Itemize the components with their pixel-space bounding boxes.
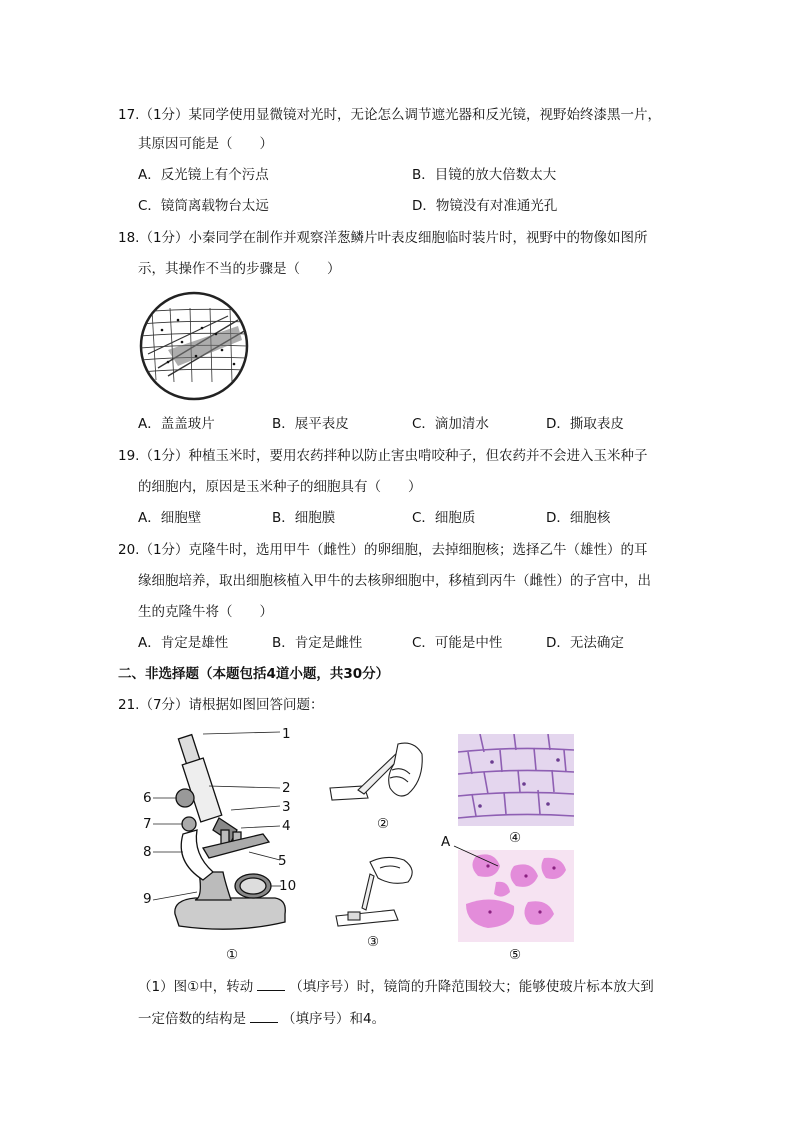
- q17-line1: 17.（1分）某同学使用显微镜对光时，无论怎么调节遮光器和反光镜，视野始终漆黑一片，: [118, 107, 662, 123]
- q20-option-d: D．无法确定: [546, 635, 624, 651]
- q18-option-c: C．滴加清水: [412, 416, 489, 432]
- microscope-label-10: 10: [279, 878, 297, 894]
- q20-option-a: A．肯定是雄性: [138, 635, 229, 651]
- q17-option-a: A．反光镜上有个污点: [138, 167, 269, 183]
- microscope-label-6: 6: [143, 790, 152, 806]
- panel-label-4: ④: [509, 830, 522, 846]
- q17-option-c: C．镜筒离载物台太远: [138, 198, 269, 214]
- q18-option-d: D．撕取表皮: [546, 416, 624, 432]
- panel-label-1: ①: [226, 947, 239, 963]
- q18-line1: 18.（1分）小秦同学在制作并观察洋葱鳞片叶表皮细胞临时装片时，视野中的物像如图所: [118, 230, 648, 246]
- microscope-label-8: 8: [143, 844, 152, 860]
- microscope-label-4: 4: [282, 818, 291, 834]
- q20-line1: 20.（1分）克隆牛时，选用甲牛（雌性）的卵细胞，去掉细胞核；选择乙牛（雄性）的耳: [118, 542, 648, 558]
- q18-microscope-view-figure: [138, 290, 250, 402]
- q21-dropper-figure: [334, 852, 434, 930]
- microscope-label-3: 3: [282, 799, 291, 815]
- q20-option-b: B．肯定是雌性: [272, 635, 363, 651]
- q21-stem: 21.（7分）请根据如图回答问题：: [118, 697, 324, 713]
- microscope-label-9: 9: [143, 891, 152, 907]
- q21-sub1-text-a: （1）图①中，转动: [138, 979, 254, 995]
- q21-sub1-text-c: 一定倍数的结构是: [138, 1011, 246, 1027]
- q19-line1: 19.（1分）种植玉米时，要用农药拌种以防止害虫啃咬种子，但农药并不会进入玉米种子: [118, 448, 648, 464]
- q19-line2: 的细胞内，原因是玉米种子的细胞具有（ ）: [138, 479, 422, 495]
- q18-option-b: B．展平表皮: [272, 416, 349, 432]
- q17-option-d: D．物镜没有对准通光孔: [412, 198, 558, 214]
- panel-label-2: ②: [377, 816, 390, 832]
- microscope-label-1: 1: [282, 726, 291, 742]
- panel-label-3: ③: [367, 934, 380, 950]
- q20-line2: 缘细胞培养，取出细胞核植入甲牛的去核卵细胞中，移植到丙牛（雌性）的子宫中，出: [138, 573, 651, 589]
- microscope-label-2: 2: [282, 780, 291, 796]
- q21-microscope-figure: [135, 722, 305, 964]
- microscope-label-7: 7: [143, 816, 152, 832]
- q20-option-c: C．可能是中性: [412, 635, 503, 651]
- section2-heading: 二、非选择题（本题包括4道小题，共30分）: [118, 666, 390, 682]
- q17-line2: 其原因可能是（ ）: [138, 136, 273, 152]
- q21-peeling-figure: [328, 740, 428, 812]
- q21-sub1-text-d: （填序号）和4。: [282, 1011, 386, 1027]
- q19-option-d: D．细胞核: [546, 510, 611, 526]
- q17-option-b: B．目镜的放大倍数太大: [412, 167, 557, 183]
- pointer-label-a: A: [441, 834, 451, 850]
- answer-blank-2[interactable]: [250, 1008, 278, 1023]
- q21-sub1-text-b: （填序号）时，镜筒的升降范围较大；能够使玻片标本放大到: [289, 979, 654, 995]
- q19-option-b: B．细胞膜: [272, 510, 336, 526]
- q19-option-c: C．细胞质: [412, 510, 476, 526]
- q18-option-a: A．盖盖玻片: [138, 416, 215, 432]
- q21-sub1-line1: [138, 976, 654, 997]
- panel-label-5: ⑤: [509, 947, 522, 963]
- microscope-label-5: 5: [278, 853, 287, 869]
- q21-onion-cells-figure: [458, 734, 574, 826]
- q21-cheek-cells-figure: [436, 836, 578, 944]
- q18-line2: 示，其操作不当的步骤是（ ）: [138, 261, 341, 277]
- q21-sub1-line2: [138, 1008, 385, 1029]
- answer-blank-1[interactable]: [257, 976, 285, 991]
- q20-line3: 生的克隆牛将（ ）: [138, 604, 273, 620]
- q19-option-a: A．细胞壁: [138, 510, 202, 526]
